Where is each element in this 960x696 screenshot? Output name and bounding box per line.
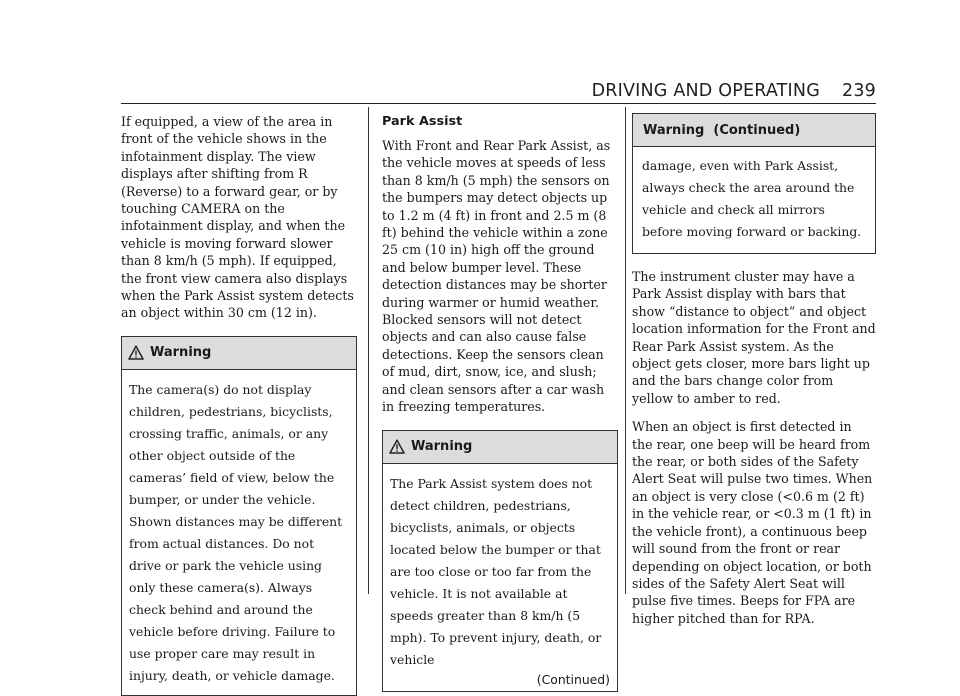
- section-title: DRIVING AND OPERATING: [591, 81, 820, 101]
- column-3: [632, 113, 876, 638]
- camera-warning-box: [121, 336, 357, 696]
- park-assist-heading: Park Assist: [382, 114, 463, 129]
- warning-triangle-icon: [389, 439, 405, 454]
- warning-title: Warning: [411, 439, 473, 454]
- column-divider-1: [368, 107, 369, 594]
- warning-title: Warning: [150, 345, 212, 361]
- instrument-cluster-paragraph: The instrument cluster may have a Park Assist display with bars that show “distance to object” and object location information for the Front and Rear Park Assist system. As the object gets closer, more bars light up and the bars change color from yellow to amber to red.: [632, 269, 876, 406]
- park-assist-paragraph: With Front and Rear Park Assist, as the vehicle moves at speeds of less than 8 km/h (5 mph) the sensors on the bumpers may detect objects up to 1.2 m (4 ft) in front and 2.5 m (8 ft) behind the vehicle within a zone 25 cm (10 in) high off the ground and below bumper level. These detection distances may be shorter during warmer or humid weather. Blocked sensors will not detect objects and can also cause false detections. Keep the sensors clean of mud, dirt, snow, ice, and slush; and clean sensors after a car wash in freezing temperatures.: [382, 138, 611, 415]
- warning-body: [383, 464, 617, 691]
- column-divider-2: [625, 107, 626, 594]
- continued-label: (Continued): [536, 671, 610, 687]
- warning-header: [633, 114, 875, 147]
- warning-title: Warning (Continued): [643, 122, 801, 138]
- warning-text: The Park Assist system does not detect children, pedestrians, bicyclists, animals, or objects located below the bumper or that are too close or too far from the vehicle. It is not available at speeds greater than 8 km/h (5 mph). To prevent injury, death, or vehicle: [390, 475, 602, 667]
- warning-body: [633, 147, 875, 253]
- continued-warning-box: [632, 113, 876, 254]
- warning-text: damage, even with Park Assist, always check the area around the vehicle and check all mirrors before moving forward or backing.: [642, 158, 862, 239]
- park-assist-warning-box: [382, 430, 618, 692]
- beep-paragraph: When an object is first detected in the rear, one beep will be heard from the rear, or both sides of the Safety Alert Seat will pulse two times. When an object is very close (<0.6 m (2 ft) in the vehicle rear, or <0.3 m (1 ft) in the vehicle front), a continuous beep will sound from the front or rear depending on object location, or both sides of the Safety Alert Seat will pulse five times. Beeps for FPA are higher pitched than for RPA.: [632, 419, 873, 626]
- column-1: [121, 113, 357, 696]
- warning-body: [122, 370, 356, 695]
- warning-header: [122, 337, 356, 370]
- warning-triangle-icon: [128, 345, 144, 360]
- page-number: 239: [841, 81, 876, 101]
- column-2: [382, 113, 618, 692]
- front-camera-paragraph: If equipped, a view of the area in front of the vehicle shows in the infotainment display. The view displays after shifting from R (Reverse) to a forward gear, or by touching CAMERA on the infotainment display, and when the vehicle is moving forward slower than 8 km/h (5 mph). If equipped, the front view camera also displays when the Park Assist system detects an object within 30 cm (12 in).: [121, 114, 354, 321]
- warning-text: The camera(s) do not display children, pedestrians, bicyclists, crossing traffic, animals, or any other object outside of the cameras’ field of view, below the bumper, or under the vehicle. Shown distances may be different from actual distances. Do not drive or park the vehicle using only these camera(s). Always check behind and around the vehicle before driving. Failure to use proper care may result in injury, death, or vehicle damage.: [129, 381, 343, 683]
- page-header: [592, 81, 876, 101]
- warning-header: [383, 431, 617, 464]
- header-rule: [121, 103, 876, 104]
